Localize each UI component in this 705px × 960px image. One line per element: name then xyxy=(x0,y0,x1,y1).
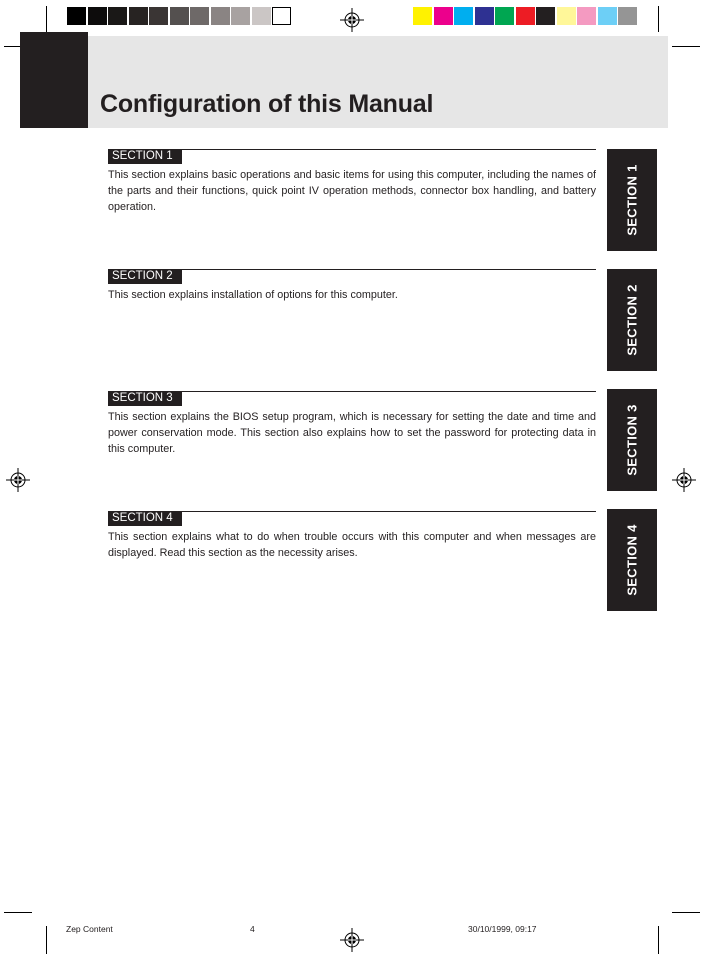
footer-page-number: 4 xyxy=(250,924,255,934)
registration-mark-bottom-icon xyxy=(340,928,364,952)
tab-section-1-label: SECTION 1 xyxy=(624,164,640,236)
color-swatch xyxy=(413,7,432,25)
footer-datetime: 30/10/1999, 09:17 xyxy=(468,924,537,934)
color-swatch xyxy=(516,7,535,25)
color-swatch xyxy=(190,7,209,25)
section-2-description: This section explains installation of options for this computer. xyxy=(108,289,398,301)
color-swatch xyxy=(252,7,271,25)
color-swatch xyxy=(272,7,291,25)
color-swatch xyxy=(577,7,596,25)
tab-section-4-label: SECTION 4 xyxy=(624,524,640,596)
color-swatch xyxy=(557,7,576,25)
page-title: Configuration of this Manual xyxy=(100,90,434,118)
color-swatch xyxy=(434,7,453,25)
color-swatch xyxy=(67,7,86,25)
registration-mark-right-icon xyxy=(672,468,696,492)
color-swatch xyxy=(211,7,230,25)
section-1-label: SECTION 1 xyxy=(108,149,182,164)
tab-section-3-label: SECTION 3 xyxy=(624,404,640,476)
tab-section-1[interactable] xyxy=(607,149,657,251)
section-4-description: This section explains what to do when trouble occurs with this computer and when messages are displayed. Read this section as the necessity arises. xyxy=(108,531,596,559)
tab-section-3[interactable] xyxy=(607,389,657,491)
registration-mark-top-icon xyxy=(340,8,364,32)
color-swatch xyxy=(495,7,514,25)
color-swatch xyxy=(108,7,127,25)
tab-section-4[interactable] xyxy=(607,509,657,611)
section-4-label: SECTION 4 xyxy=(108,511,182,526)
color-swatch xyxy=(88,7,107,25)
section-3-description: This section explains the BIOS setup program, which is necessary for setting the date and time and power conservation mode. This section also explains how to set the password for protecting data in this computer. xyxy=(108,411,596,455)
color-swatch xyxy=(149,7,168,25)
color-swatch xyxy=(536,7,555,25)
footer-file-name: Zep Content xyxy=(66,924,113,934)
tab-section-2[interactable] xyxy=(607,269,657,371)
header-corner-block xyxy=(20,32,88,128)
section-2-label: SECTION 2 xyxy=(108,269,182,284)
color-swatch xyxy=(618,7,637,25)
color-swatch xyxy=(454,7,473,25)
tab-section-2-label: SECTION 2 xyxy=(624,284,640,356)
color-swatch xyxy=(475,7,494,25)
section-3-label: SECTION 3 xyxy=(108,391,182,406)
registration-mark-left-icon xyxy=(6,468,30,492)
color-swatch xyxy=(170,7,189,25)
color-swatch xyxy=(231,7,250,25)
color-swatch xyxy=(129,7,148,25)
color-swatch xyxy=(598,7,617,25)
section-1-description: This section explains basic operations and basic items for using this computer, including the names of the parts and their functions, quick point IV operation methods, connector box handling, and battery operation. xyxy=(108,169,596,213)
